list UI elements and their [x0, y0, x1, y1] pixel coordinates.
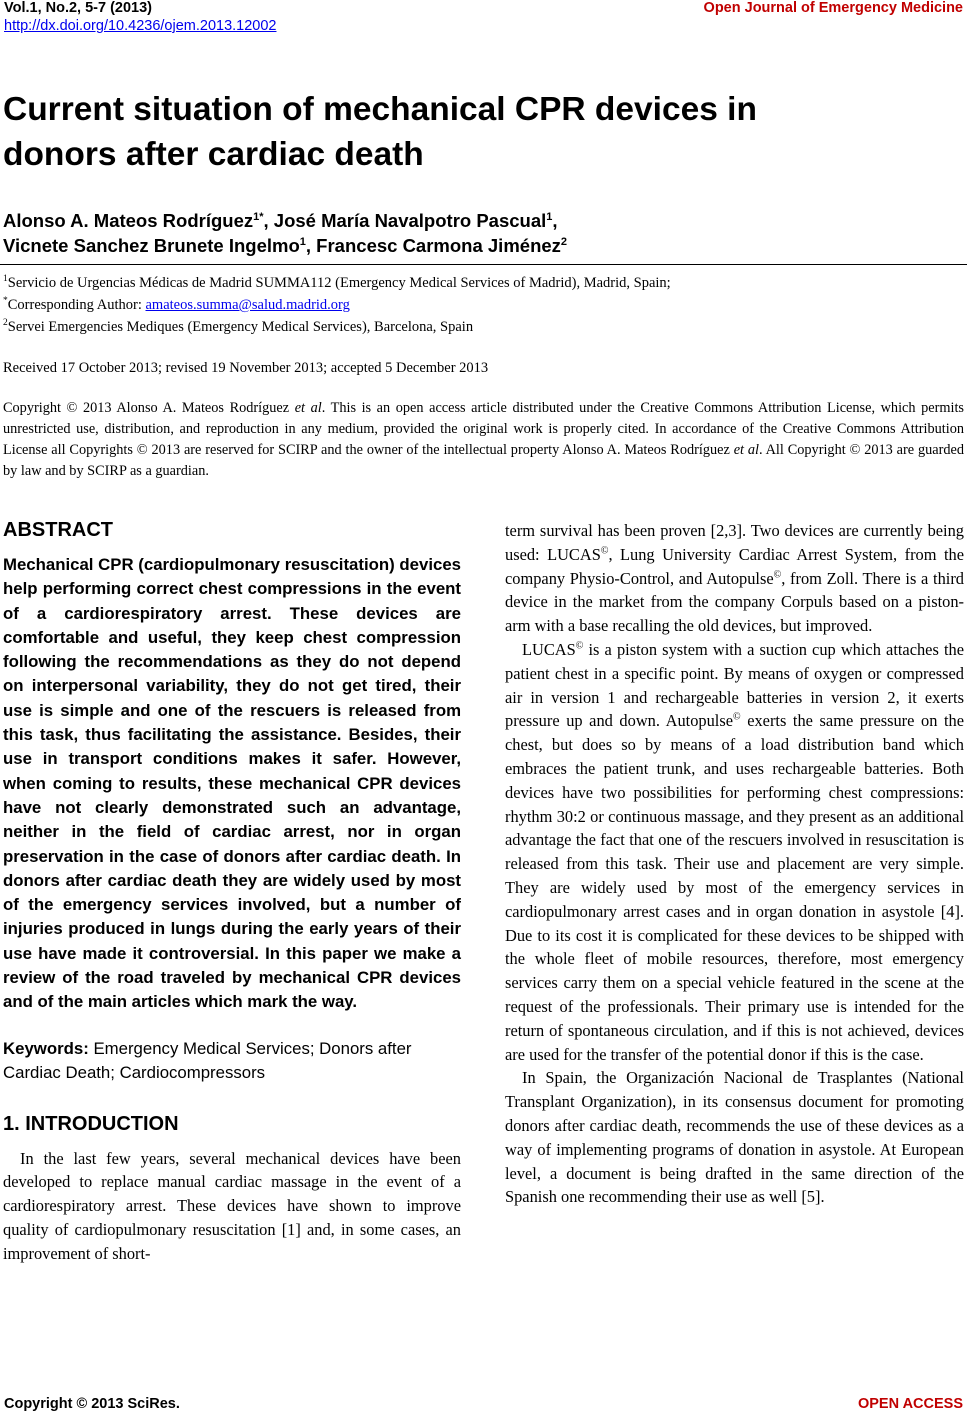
keywords-label: Keywords:	[3, 1038, 89, 1058]
corresponding-sup: *	[3, 296, 8, 307]
copyright-etal-1: et al	[294, 400, 322, 416]
corresponding-label: Corresponding Author:	[7, 297, 146, 313]
header-divider	[0, 264, 967, 265]
author-3-sup: 1	[299, 235, 306, 248]
article-title	[3, 87, 943, 177]
intro-paragraph-1-cont	[505, 519, 964, 638]
author-4: , Francesc Carmona Jiménez	[305, 235, 561, 256]
affiliation-2-sup: 2	[3, 318, 8, 329]
footer-copyright: Copyright © 2013 SciRes.	[4, 1396, 180, 1412]
affiliation-2-text: Servei Emergencies Mediques (Emergency Medical Services), Barcelona, Spain	[7, 319, 474, 335]
received-dates: Received 17 October 2013; revised 19 November 2013; accepted 5 December 2013	[3, 360, 489, 376]
copyright-notice	[3, 398, 964, 482]
affiliations	[3, 272, 963, 338]
copyright-part-1: Copyright © 2013 Alonso A. Mateos Rodríguez	[3, 400, 295, 416]
abstract-heading: ABSTRACT	[3, 519, 113, 541]
author-2: , José María Navalpotro Pascual	[263, 210, 547, 231]
keywords	[3, 1037, 461, 1085]
keywords-text: Emergency Medical Services; Donors after Cardiac Death; Cardiocompressors	[3, 1038, 412, 1082]
title-line-1: Current situation of mechanical CPR devices in	[3, 91, 757, 128]
p1-cont-a: term survival has been proven [2,3]. Two devices are currently being used: LUCAS	[505, 521, 964, 564]
p1-cont-c: , from Zoll. There is a third device in the market from the company Corpuls based on a piston-arm with a base recalling the old devices, but improved.	[505, 568, 964, 636]
p2-a: LUCAS	[522, 639, 576, 659]
author-1-sup: 1*	[253, 210, 264, 223]
footer-open-access: OPEN ACCESS	[857, 1396, 963, 1412]
email-link[interactable]: amateos.summa@salud.madrid.org	[145, 297, 350, 313]
author-1: Alonso A. Mateos Rodríguez	[3, 210, 254, 231]
p2-c: exerts the same pressure on the chest, but does so by means of a load distribution band which embraces the patient trunk, and uses rechargeable batteries. Both devices have two possibilities for performing chest compressions: rhythm 30:2 or continuous massage, and they present as an additional advantage the fact that one of the rescuers involved in resuscitation is released from this task. Their use and placement are very simple. They are widely used by most of the emergency services in cardiopulmonary arrest cases and in organ donation in asystole [4]. Due to its cost it is complicated for these devices to be shipped with the whole fleet of mobile resources, therefore, most emergency services carry them on a special vehicle featured in the scene at the request of the professionals. Their primary use is intended for the return of spontaneous circulation, and if this is not achieved, devices are used for the transfer of the potential donor if this is the case.	[505, 711, 965, 1064]
copyright-sup: ©	[733, 711, 741, 723]
title-line-2: donors after cardiac death	[3, 136, 424, 173]
right-column	[505, 519, 964, 1209]
copyright-etal-2: et al	[733, 442, 759, 458]
affiliation-1-sup: 1	[3, 274, 8, 285]
intro-heading: 1. INTRODUCTION	[3, 1112, 179, 1135]
author-list	[3, 208, 963, 258]
abstract-text: Mechanical CPR (cardiopulmonary resuscitation) devices help performing correct chest compressions in the event of a cardiorespiratory arrest. These devices are comfortable and useful, they keep chest compression following the recommendations as they do not depend on interpersonal variability, they do not get tired, their use is simple and one of the rescuers is released from this task, thus facilitating the assistance. Besides, their use in transport conditions makes it safer. However, when coming to results, these mechanical CPR devices have not clearly demonstrated such an advantage, neither in the field of cardiac arrest, nor in organ preservation in the case of donors after cardiac death. In donors after cardiac death they are widely used by most of the emergency services involved, but a number of injuries produced in lungs during the early years of their use have made it controversial. In this paper we make a review of the road traveled by mechanical CPR devices and of the main articles which mark the way.	[3, 555, 461, 1012]
author-2-end: ,	[552, 210, 558, 231]
copyright-sup: ©	[773, 569, 782, 581]
doi-link[interactable]: http://dx.doi.org/10.4236/ojem.2013.12002	[4, 18, 277, 34]
affiliation-1-text: Servicio de Urgencias Médicas de Madrid SUMMA112 (Emergency Medical Services of Madrid), Madrid, Spain;	[7, 275, 671, 291]
intro-paragraph-3: In Spain, the Organización Nacional de Trasplantes (National Transplant Organization), in its consensus document for promoting donors after cardiac death, recommends the use of these devices as a way of implementing programs of donation in asystole. At European level, a document is being drafted in the same direction of the Spanish one recommending their use as well [5].	[505, 1068, 964, 1207]
p1-cont-b: , Lung University Cardiac Arrest System, from the company Physio-Control, and Autopulse	[505, 544, 964, 588]
author-4-sup: 2	[560, 235, 568, 248]
affiliation-1	[3, 272, 963, 294]
journal-name: Open Journal of Emergency Medicine	[703, 0, 963, 16]
copyright-part-2: . This is an open access article distributed under the Creative Commons Attribution License, which permits unrestricted use, distribution, and reproduction in any medium, provided the original work is properly cited. In accordance of the Creative Commons Attribution License all Copyrights © 2013 are reserved for SCIRP and the owner of the intellectual property Alonso A. Mateos Rodríguez	[3, 400, 964, 458]
copyright-sup: ©	[575, 640, 584, 652]
intro-paragraph-2	[505, 638, 964, 1066]
intro-paragraph-1: In the last few years, several mechanical devices have been developed to replace manual cardiac massage in the event of a cardiorespiratory arrest. These devices have shown to improve quality of cardiopulmonary resuscitation [1] and, in some cases, an improvement of short-	[3, 1148, 461, 1263]
journal-volume: Vol.1, No.2, 5-7 (2013)	[4, 0, 153, 16]
left-column	[3, 515, 461, 1266]
affiliation-2	[3, 316, 963, 338]
p2-b: is a piston system with a suction cup which attaches the patient chest in a specific point. By means of oxygen or compressed air in version 1 and rechargeable batteries in version 2, it exerts pressure up and down. Autopulse	[505, 639, 964, 731]
copyright-part-3: . All Copyright © 2013 are guarded by law and by SCIRP as a guardian.	[3, 442, 965, 479]
author-2-sup: 1	[546, 210, 553, 223]
copyright-sup: ©	[600, 545, 609, 557]
corresponding-author	[3, 294, 963, 316]
author-3: Vicnete Sanchez Brunete Ingelmo	[3, 235, 300, 256]
